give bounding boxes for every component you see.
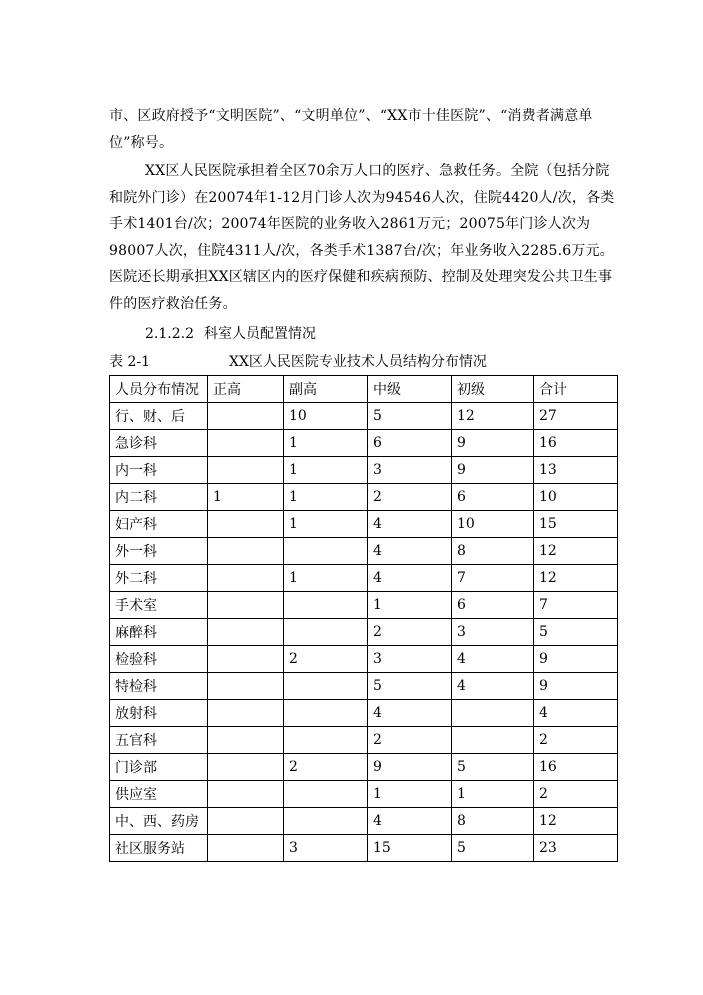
cell-associate-senior: 1 — [284, 484, 368, 511]
cell-intermediate: 5 — [368, 403, 452, 430]
cell-associate-senior — [284, 592, 368, 619]
table-caption-label: 表 2-1 — [109, 354, 150, 370]
cell-department: 检验科 — [110, 646, 208, 673]
paragraph-honors: 市、区政府授予“文明医院”、“文明单位”、“XX市十佳医院”、“消费者满意单位”称号。 — [109, 108, 593, 151]
header-junior: 初级 — [452, 376, 534, 403]
cell-department: 急诊科 — [110, 430, 208, 457]
table-row — [110, 511, 618, 538]
cell-department: 内一科 — [110, 457, 208, 484]
cell-total: 2 — [534, 727, 618, 754]
cell-associate-senior: 1 — [284, 565, 368, 592]
cell-senior — [208, 700, 284, 727]
cell-total: 23 — [534, 835, 618, 862]
table-row — [110, 673, 618, 700]
cell-associate-senior: 2 — [284, 754, 368, 781]
table-row — [110, 538, 618, 565]
cell-junior: 5 — [452, 835, 534, 862]
cell-associate-senior: 1 — [284, 430, 368, 457]
table-header-row — [110, 376, 618, 403]
cell-junior: 12 — [452, 403, 534, 430]
table-row — [110, 727, 618, 754]
cell-department: 外二科 — [110, 565, 208, 592]
cell-intermediate: 3 — [368, 457, 452, 484]
section-heading — [145, 324, 316, 344]
cell-associate-senior: 10 — [284, 403, 368, 430]
cell-junior: 4 — [452, 646, 534, 673]
table-row — [110, 457, 618, 484]
cell-department: 放射科 — [110, 700, 208, 727]
cell-total: 7 — [534, 592, 618, 619]
cell-junior: 3 — [452, 619, 534, 646]
cell-junior — [452, 727, 534, 754]
cell-total: 12 — [534, 538, 618, 565]
cell-associate-senior — [284, 727, 368, 754]
cell-junior: 10 — [452, 511, 534, 538]
cell-senior — [208, 808, 284, 835]
cell-total: 9 — [534, 646, 618, 673]
cell-senior — [208, 592, 284, 619]
cell-junior: 1 — [452, 781, 534, 808]
table-row — [110, 781, 618, 808]
cell-intermediate: 2 — [368, 619, 452, 646]
cell-senior — [208, 835, 284, 862]
cell-total: 16 — [534, 430, 618, 457]
cell-total: 13 — [534, 457, 618, 484]
header-associate-senior: 副高 — [284, 376, 368, 403]
cell-department: 社区服务站 — [110, 835, 208, 862]
cell-senior — [208, 754, 284, 781]
cell-senior — [208, 403, 284, 430]
cell-intermediate: 1 — [368, 781, 452, 808]
cell-total: 12 — [534, 565, 618, 592]
cell-associate-senior: 1 — [284, 457, 368, 484]
cell-department: 供应室 — [110, 781, 208, 808]
cell-intermediate: 5 — [368, 673, 452, 700]
table-row — [110, 484, 618, 511]
cell-intermediate: 2 — [368, 727, 452, 754]
cell-associate-senior — [284, 808, 368, 835]
table-row — [110, 403, 618, 430]
cell-total: 9 — [534, 673, 618, 700]
cell-total: 4 — [534, 700, 618, 727]
cell-intermediate: 6 — [368, 430, 452, 457]
cell-department: 中、西、药房 — [110, 808, 208, 835]
cell-intermediate: 15 — [368, 835, 452, 862]
cell-senior — [208, 538, 284, 565]
cell-associate-senior — [284, 700, 368, 727]
cell-department: 特检科 — [110, 673, 208, 700]
cell-junior — [452, 700, 534, 727]
header-senior: 正高 — [208, 376, 284, 403]
cell-senior — [208, 457, 284, 484]
cell-junior: 6 — [452, 484, 534, 511]
cell-associate-senior: 2 — [284, 646, 368, 673]
cell-department: 行、财、后 — [110, 403, 208, 430]
staff-structure-table — [109, 375, 618, 862]
cell-senior — [208, 619, 284, 646]
table-row — [110, 430, 618, 457]
header-department: 人员分布情况 — [110, 376, 208, 403]
table-row — [110, 619, 618, 646]
table-caption — [109, 352, 619, 372]
table-row — [110, 565, 618, 592]
cell-intermediate: 4 — [368, 538, 452, 565]
cell-total: 27 — [534, 403, 618, 430]
table-row — [110, 835, 618, 862]
cell-department: 内二科 — [110, 484, 208, 511]
header-total: 合计 — [534, 376, 618, 403]
cell-intermediate: 4 — [368, 565, 452, 592]
table-row — [110, 700, 618, 727]
cell-junior: 4 — [452, 673, 534, 700]
cell-associate-senior — [284, 673, 368, 700]
section-number: 2.1.2.2 — [145, 326, 194, 342]
cell-department: 五官科 — [110, 727, 208, 754]
header-intermediate: 中级 — [368, 376, 452, 403]
table-row — [110, 646, 618, 673]
cell-senior — [208, 565, 284, 592]
cell-senior — [208, 430, 284, 457]
cell-intermediate: 3 — [368, 646, 452, 673]
cell-department: 手术室 — [110, 592, 208, 619]
cell-senior — [208, 511, 284, 538]
cell-senior — [208, 646, 284, 673]
cell-associate-senior: 3 — [284, 835, 368, 862]
cell-junior: 7 — [452, 565, 534, 592]
cell-associate-senior — [284, 538, 368, 565]
cell-department: 麻醉科 — [110, 619, 208, 646]
cell-associate-senior — [284, 619, 368, 646]
cell-total: 10 — [534, 484, 618, 511]
cell-intermediate: 4 — [368, 808, 452, 835]
cell-senior: 1 — [208, 484, 284, 511]
cell-junior: 5 — [452, 754, 534, 781]
cell-intermediate: 4 — [368, 700, 452, 727]
table-row — [110, 592, 618, 619]
cell-total: 15 — [534, 511, 618, 538]
table-body — [110, 403, 618, 862]
cell-senior — [208, 673, 284, 700]
cell-junior: 9 — [452, 457, 534, 484]
cell-total: 12 — [534, 808, 618, 835]
paragraph-hospital-overview: XX区人民医院承担着全区70余万人口的医疗、急救任务。全院（包括分院和院外门诊）在20074年1-12月门诊人次为94546人次，住院4420人/次，各类手术1401台/次；20074年医院的业务收入2861万元；20075年门诊人次为98007人次，住院4311人/次，各类手术1387台/次；年业务收入2285.6万元。医院还长期承担XX区辖区内的医疗保健和疾病预防、控制及处理突发公共卫生事件的医疗救治任务。 — [109, 163, 615, 312]
table-row — [110, 754, 618, 781]
cell-junior: 8 — [452, 538, 534, 565]
table-caption-title: XX区人民医院专业技术人员结构分布情况 — [229, 354, 487, 370]
cell-intermediate: 4 — [368, 511, 452, 538]
cell-total: 16 — [534, 754, 618, 781]
table-row — [110, 808, 618, 835]
cell-intermediate: 9 — [368, 754, 452, 781]
cell-junior: 9 — [452, 430, 534, 457]
cell-junior: 6 — [452, 592, 534, 619]
cell-total: 5 — [534, 619, 618, 646]
cell-associate-senior: 1 — [284, 511, 368, 538]
cell-department: 门诊部 — [110, 754, 208, 781]
cell-intermediate: 1 — [368, 592, 452, 619]
cell-department: 妇产科 — [110, 511, 208, 538]
section-title: 科室人员配置情况 — [203, 326, 316, 342]
cell-intermediate: 2 — [368, 484, 452, 511]
cell-department: 外一科 — [110, 538, 208, 565]
cell-senior — [208, 727, 284, 754]
cell-senior — [208, 781, 284, 808]
cell-total: 2 — [534, 781, 618, 808]
cell-junior: 8 — [452, 808, 534, 835]
cell-associate-senior — [284, 781, 368, 808]
